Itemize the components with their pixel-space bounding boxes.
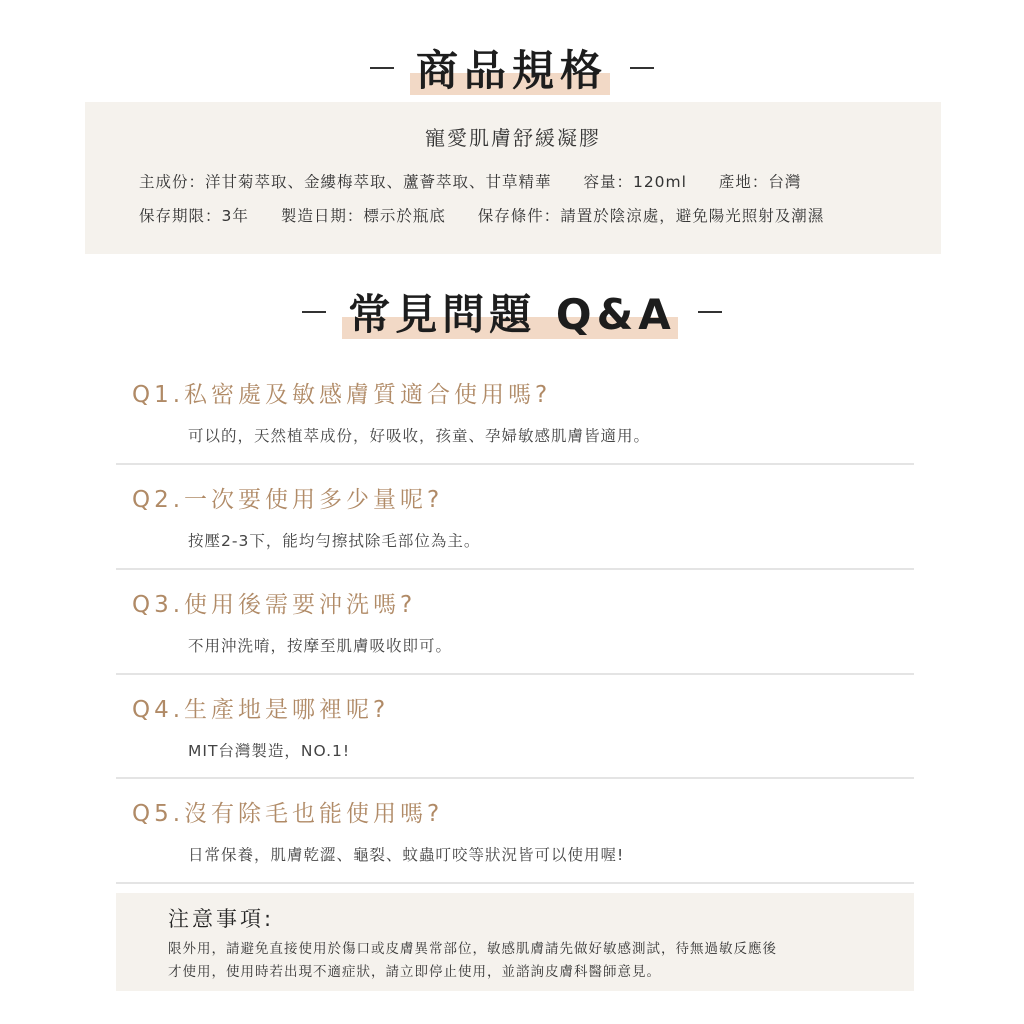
spec-ingredients: 主成份：洋甘菊萃取、金縷梅萃取、蘆薈萃取、甘草精華 (139, 173, 552, 191)
faq-section-title (0, 282, 1024, 342)
faq-question: Q1.私密處及敏感膚質適合使用嗎? (132, 382, 552, 408)
spec-panel (85, 102, 941, 254)
faq-item-2 (132, 481, 912, 550)
product-name: 寵愛肌膚舒緩凝膠 (425, 126, 601, 150)
title-dash-right (630, 67, 654, 69)
spec-title: 商品規格 (416, 38, 608, 98)
divider (116, 673, 914, 675)
faq-answer: 不用沖洗唷，按摩至肌膚吸收即可。 (188, 637, 453, 655)
faq-title: 常見問題 Q&A (348, 282, 675, 342)
faq-item-4 (132, 691, 912, 760)
faq-answer: 按壓2-3下，能均勻擦拭除毛部位為主。 (188, 532, 481, 550)
faq-answer: MIT台灣製造，NO.1! (188, 742, 351, 760)
title-dash-left (370, 67, 394, 69)
faq-item-3 (132, 586, 912, 655)
title-dash-left (302, 311, 326, 313)
spec-storage: 保存條件：請置於陰涼處，避免陽光照射及潮濕 (477, 207, 825, 225)
faq-answer: 可以的，天然植萃成份，好吸收，孩童、孕婦敏感肌膚皆適用。 (188, 427, 651, 445)
divider (116, 463, 914, 465)
faq-item-5 (132, 795, 912, 864)
faq-item-1 (132, 376, 912, 445)
faq-question: Q2.一次要使用多少量呢? (132, 487, 444, 513)
spec-section-title (0, 38, 1024, 98)
faq-answer: 日常保養，肌膚乾澀、龜裂、蚊蟲叮咬等狀況皆可以使用喔! (188, 846, 625, 864)
spec-row-2 (139, 204, 850, 226)
divider (116, 568, 914, 570)
divider (116, 777, 914, 779)
notice-title: 注意事項: (168, 907, 275, 931)
faq-question: Q4.生產地是哪裡呢? (132, 697, 390, 723)
divider (116, 882, 914, 884)
spec-shelf-life: 保存期限：3年 (139, 207, 249, 225)
spec-mfg-date: 製造日期：標示於瓶底 (280, 207, 446, 225)
notice-line-1: 限外用，請避免直接使用於傷口或皮膚異常部位，敏感肌膚請先做好敏感測試，待無過敏反應後 (168, 941, 777, 957)
notice-panel (116, 893, 914, 991)
notice-line-2: 才使用，使用時若出現不適症狀，請立即停止使用，並諮詢皮膚科醫師意見。 (168, 964, 661, 980)
faq-question: Q5.沒有除毛也能使用嗎? (132, 801, 444, 827)
spec-row-1 (139, 170, 827, 192)
spec-origin: 產地：台灣 (718, 173, 802, 191)
spec-capacity: 容量：120ml (583, 173, 687, 191)
faq-question: Q3.使用後需要沖洗嗎? (132, 592, 417, 618)
title-dash-right (698, 311, 722, 313)
